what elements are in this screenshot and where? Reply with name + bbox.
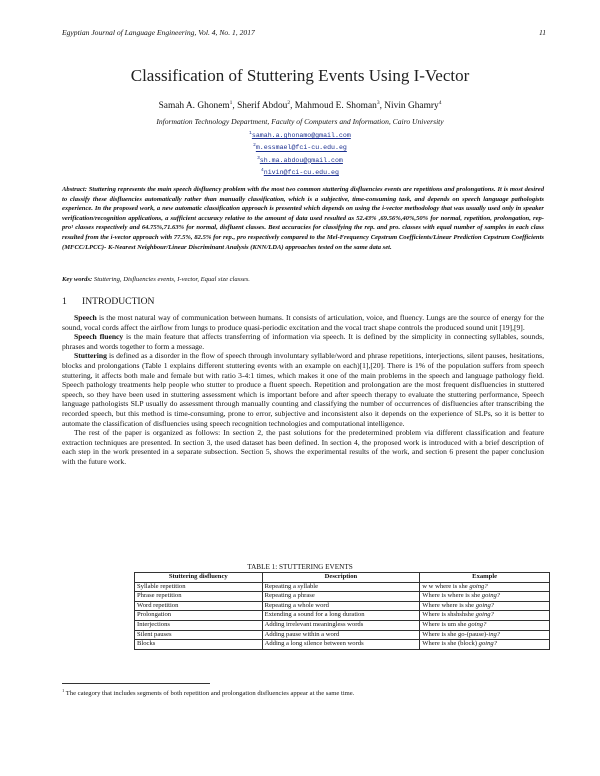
table-row (135, 630, 550, 640)
cell-example (420, 601, 550, 611)
footnote-marker: 1 (62, 688, 65, 693)
email-link[interactable]: sh.ma.abdou@gmail.com (259, 156, 343, 164)
cell-disfluency: Word repetition (135, 601, 263, 611)
affiliation: Information Technology Department, Faculty of Computers and Information, Cairo University (156, 117, 444, 126)
paragraph (62, 428, 544, 466)
author: Nivin Ghamry (384, 101, 439, 112)
column-header: Example (420, 573, 550, 583)
abstract (62, 185, 544, 252)
stuttering-events-table (134, 572, 550, 650)
cell-description: Adding a long silence between words (262, 640, 420, 650)
cell-example (420, 620, 550, 630)
table-row (135, 592, 550, 602)
table-row (135, 620, 550, 630)
cell-example (420, 640, 550, 650)
column-header: Stuttering disfluency (135, 573, 263, 583)
section-title-rest: NTRODUCTION (85, 296, 155, 307)
cell-disfluency: Syllable repetition (135, 582, 263, 592)
example-italic: going? (478, 640, 497, 648)
author: Mahmoud E. Shoman (294, 101, 377, 112)
table-row (135, 640, 550, 650)
author-sup: 4 (438, 100, 442, 106)
example-text: Where is shshshshe (422, 611, 476, 619)
paragraph-text: is the main feature that affects transferring of information via speech. It is defined by the simplicity in connecting syllables, sounds, phrases and words together to form a message. (62, 332, 544, 351)
example-text: Where is she go-(pause)- (422, 630, 489, 638)
section-title-initial: I (82, 296, 86, 307)
paper-title: Classification of Stuttering Events Using I-Vector (130, 66, 470, 85)
footnote (62, 688, 544, 697)
paragraph (62, 351, 544, 428)
example-italic: going? (469, 582, 488, 590)
page-number: 11 (538, 28, 546, 37)
paragraph (62, 313, 544, 332)
cell-description: Repeating a syllable (262, 582, 420, 592)
example-italic: going? (481, 592, 501, 600)
example-text: Where where is she (422, 601, 476, 609)
paragraph-text: The rest of the paper is organized as follows: In section 2, the past solutions for the predetermined problem via different classification and feature extraction techniques are presented. In section 3, the used dataset has been defined. In section 4, the proposed work is introduced with a brief description of each step in the work presented in a separate subsection. Section 5, shows the experimental results of the work, and section 6 present the paper conclusion with the future work. (62, 428, 544, 466)
example-italic: going? (468, 620, 487, 628)
author-list: Samah A. Ghonem$^1$, Sherif Abdou$^2$, Mahmoud E. Shoman$^3$, Nivin Ghamry$^4$ (158, 100, 442, 112)
cell-disfluency: Silent pauses (135, 630, 263, 640)
keywords-label: Key words: (62, 276, 93, 283)
author-sup: 2 (287, 100, 291, 106)
paragraph-lead: Stuttering (74, 351, 107, 361)
section-heading (62, 296, 155, 307)
cell-disfluency: Blocks (135, 640, 263, 650)
paragraph-lead: Speech fluency (74, 332, 124, 342)
example-text: Where is um she (422, 620, 469, 628)
footnote-text: The category that includes segments of both repetition and prolongation disfluencies appear at the same time. (64, 690, 355, 698)
example-text: Where is where is she (422, 592, 482, 600)
paragraph-text: is the most natural way of communication between humans. It consists of articulation, voice, and fluency. Lungs are the source of energy for the sound, vocal cords affect the airflow from lungs to produce quasi-periodic excitation and the vocal tract shape controls the produced sound unit [19],[9]. (62, 313, 544, 332)
email-link[interactable]: nivin@fci-cu.edu.eg (263, 169, 339, 177)
cell-disfluency: Interjections (135, 620, 263, 630)
journal-name: Egyptian Journal of Language Engineering, Vol. 4, No. 1, 2017 (62, 28, 255, 37)
cell-description: Adding pause within a word (262, 630, 420, 640)
cell-example (420, 630, 550, 640)
cell-disfluency: Prolongation (135, 611, 263, 621)
cell-description: Repeating a whole word (262, 601, 420, 611)
abstract-text: Stuttering represents the main speech disfluency problem with the most two common stuttering disfluencies events are repetitions and prolongations. It is most desired to classify these disfluencies automatically rather than manually classification, which is a subjective, time-consuming task, and depends on speech language pathologists experience. In the proposed work, a new automatic classification approach is presented which depends on using the i-vector methodology that was usually used only in speaker verification/recognition applications, a sufficient accuracy relative to the amount of data used resulted as 52.43% ,69.56%,40%,50% for normal, repetition, prolongation, rep-pro¹ classes respectively and 64.75%,71.63% for normal, disfluent classes. Best accuracies for classifying the rep. and pro. classes with equal number of samples in each class resulted from the i-vector approach with 77.5%, 82.5% for rep., pro respectively compared to the Mel-Frequency Cepstrum Coefficients/Linear Prediction Cepstrum Coefficients (MFCC/LPCC)- K-Nearest Neighbour/Linear Discriminant Analysis (KNN/LDA) approaches tested on the same data set. (62, 186, 544, 251)
author: Sherif Abdou (237, 101, 288, 112)
email-link[interactable]: samah.a.ghonamo@gmail.com (251, 132, 351, 140)
paragraph-lead: Speech (74, 313, 97, 322)
author-sup: 1 (229, 100, 233, 106)
column-header: Description (262, 573, 420, 583)
cell-description: Adding irrelevant meaningless words (262, 620, 420, 630)
example-italic: going? (475, 601, 495, 609)
email-list (0, 128, 600, 178)
table-row (135, 582, 550, 592)
author-sup: 3 (376, 100, 380, 106)
email-sup: 1 (249, 131, 252, 136)
example-italic: going? (475, 611, 494, 619)
abstract-label: Abstract: (62, 186, 87, 193)
paragraph (62, 332, 544, 351)
paragraph-text: is defined as a disorder in the flow of speech through involuntary syllable/word and phrase repetitions, interjections, silent pauses, hesitations, blocks and prolongations (Table 1 explains different stuttering events with an example on each)[1],[20]. There is 1% of the population suffers from speech stuttering, it affects both male and female but with ratio 3-4:1 times, which makes it one of the main problems in the speech and language pathology field. Speech pathology treatments help people who stutter to produce a fluent speech. Repetition and prolongation are the most frequent disfluencies in stuttered speech, so they have been used in stuttering assessment which is important before and after speech therapy to evaluate the stuttering performance, Speech language pathologists SLP usually do assessment through manually counting and classifying the number of occurrences of disfluencies after transcribing the recorded speech, but this method is time-consuming, prone to error, subjective and inconsistent also it depends on the experience of SLPs, so it is better to automate the classification of disfluencies using speech recognition technologies and computational intelligence. (62, 351, 544, 428)
cell-example (420, 592, 550, 602)
email-sup: 2 (253, 143, 256, 149)
table-header-row (135, 573, 550, 583)
email-link[interactable]: m.essmael@fci-cu.edu.eg (255, 144, 347, 152)
author: Samah A. Ghonem (158, 101, 230, 112)
cell-example (420, 611, 550, 621)
keywords (62, 275, 544, 284)
table-caption: TABLE 1: STUTTERING EVENTS (247, 563, 353, 571)
cell-description: Extending a sound for a long duration (262, 611, 420, 621)
example-text: Where is she (block) (422, 640, 479, 648)
cell-example (420, 582, 550, 592)
example-italic: ing? (488, 630, 501, 638)
footnote-divider (62, 683, 210, 684)
running-header (62, 28, 546, 37)
table-row (135, 611, 550, 621)
keywords-text: Stuttering, Disfluencies events, I-vector, Equal size classes. (93, 276, 250, 283)
email-sup: 4 (261, 168, 264, 174)
section-body (62, 313, 544, 467)
table-row (135, 601, 550, 611)
email-sup: 3 (257, 155, 260, 161)
example-text: w w where is she (422, 582, 470, 590)
cell-description: Repeating a phrase (262, 592, 420, 602)
section-number: 1 (62, 296, 67, 307)
cell-disfluency: Phrase repetition (135, 592, 263, 602)
